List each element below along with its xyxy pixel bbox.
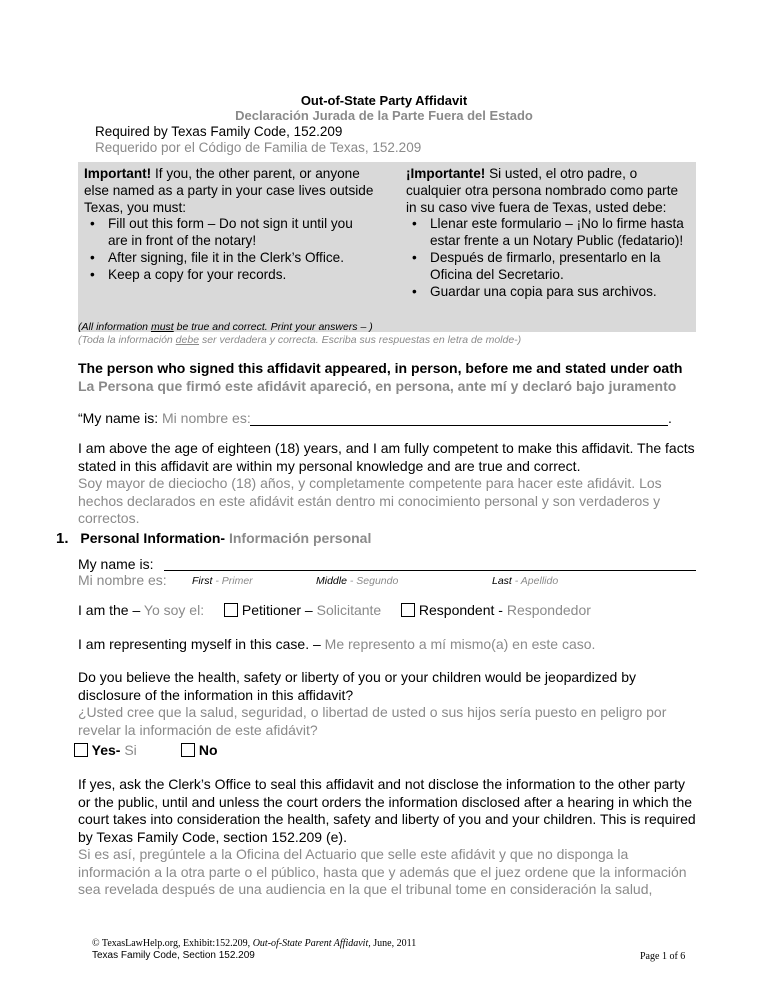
important-box-english: [78, 162, 380, 332]
important-intro: If you, the other parent, or anyone else named as a party in your case lives outside Texas, you must:: [84, 166, 374, 215]
full-name-label: My name is:: [78, 556, 154, 572]
role-label: [78, 602, 204, 618]
list-item: • Keep a copy for your records.: [108, 267, 376, 284]
seal-instructions-spanish: Si es así, pregúntele a la Oficina del Actuario que selle este afidávit y que no disponga la información a la otra parte o el público, hasta que y además que el juez ordene que la información sea revelada después de una audiencia en la que el tribunal tome en consideración la salud,: [78, 846, 687, 897]
respondent-label: Respondent -: [418, 602, 503, 618]
instructions-english: [78, 321, 373, 333]
petitioner-label: Petitioner –: [241, 602, 313, 618]
yes-label-spanish: Si: [120, 742, 137, 758]
respondent-option[interactable]: [401, 602, 591, 618]
page-number: Page 1 of 6: [640, 951, 686, 962]
full-name-field[interactable]: [164, 570, 696, 571]
instructions-text: (Toda la información: [78, 334, 176, 346]
list-item: • Después de firmarlo, presentarlo en la Oficina del Secretario.: [430, 250, 692, 284]
role-label-text-spanish: Yo soy el:: [140, 602, 205, 618]
caption-text-spanish: - Apellido: [511, 575, 559, 587]
footer-copyright: [92, 938, 416, 950]
name-line: [78, 410, 251, 426]
required-by-spanish: Requerido por el Código de Familia de Texas, 152.209: [95, 140, 422, 155]
instructions-emphasis: debe: [175, 334, 200, 346]
section-title-spanish: Información personal: [225, 530, 372, 546]
representing-statement: [78, 636, 595, 652]
seal-instructions: If yes, ask the Clerk’s Office to seal this affidavit and not disclose the information to the other party or the public, until and unless the court orders the information disclosed after a hearing in which the court takes into consideration the health, safety and liberty of you and your children. This is required by Texas Family Code, section 152.209 (e).: [78, 776, 696, 845]
caption-text-spanish: - Segundo: [346, 575, 399, 587]
caption-text: First: [192, 575, 213, 587]
caption-text-spanish: - Primer: [212, 575, 253, 587]
important-list-spanish: [406, 216, 692, 300]
petitioner-checkbox[interactable]: [224, 603, 238, 617]
first-name-caption: [192, 575, 253, 587]
no-label: No: [198, 742, 218, 758]
respondent-checkbox[interactable]: [401, 603, 415, 617]
list-item: • After signing, file it in the Clerk’s Office.: [108, 250, 376, 267]
respondent-label-spanish: Respondedor: [502, 602, 591, 618]
important-lead-spanish: ¡Importante!: [406, 166, 486, 181]
name-label-spanish: Mi nombre es:: [158, 410, 251, 426]
footer-date: June, 2011: [370, 938, 417, 949]
age-statement: I am above the age of eighteen (18) years, and I am fully competent to make this affidavit. The facts stated in this affidavit are within my personal knowledge and are true and correct.: [78, 440, 695, 474]
instructions-text: (All information: [78, 321, 151, 333]
jeopardy-question-spanish: ¿Usted cree que la salud, seguridad, o libertad de usted o sus hijos sería puesto en peligro por revelar la información de este afidávit?: [78, 704, 667, 738]
caption-text: Last: [492, 575, 512, 587]
age-statement-spanish: Soy mayor de dieciocho (18) años, y completamente competente para hacer este afidávit. Los hechos declarados en este afidávit están dentro mi conocimiento personal y son verdaderos y correctos.: [78, 475, 662, 526]
section-number: 1.: [56, 530, 69, 547]
caption-text: Middle: [316, 575, 347, 587]
important-list: [84, 216, 376, 283]
name-line-end: .: [668, 410, 672, 426]
form-title: Out-of-State Party Affidavit: [300, 93, 468, 108]
footer-form-name: Out-of-State Parent Affidavit,: [252, 938, 371, 949]
middle-name-caption: [316, 575, 398, 587]
name-field[interactable]: [250, 425, 668, 426]
section-heading: [56, 530, 371, 547]
list-item: • Llenar este formulario – ¡No lo firme hasta estar frente a un Notary Public (fedatario)!: [430, 216, 692, 250]
representing-text: I am representing myself in this case. –: [78, 636, 321, 652]
instructions-spanish: [78, 334, 521, 346]
oath-statement-spanish: La Persona que firmó este afidávit apareció, en persona, ante mí y declaró bajo juramento: [78, 378, 677, 394]
petitioner-label-spanish: Solicitante: [312, 602, 382, 618]
footer-code: Texas Family Code, Section 152.209: [92, 950, 255, 961]
instructions-text: ser verdadera y correcta. Escriba sus respuestas en letra de molde-): [199, 334, 522, 346]
important-intro-spanish: Si usted, el otro padre, o cualquier otra persona nombrado como parte in su caso vive fuera de Texas, usted debe:: [406, 166, 679, 215]
yes-checkbox[interactable]: [74, 743, 88, 757]
name-label: “My name is:: [78, 410, 159, 426]
form-title-spanish: Declaración Jurada de la Parte Fuera del Estado: [235, 108, 533, 123]
full-name-label-spanish: Mi nombre es:: [78, 572, 167, 588]
jeopardy-question: Do you believe the health, safety or liberty of you or your children would be jeopardized by disclosure of the information in this affidavit?: [78, 669, 636, 703]
representing-text-spanish: Me represento a mí mismo(a) en este caso.: [320, 636, 596, 652]
no-option[interactable]: [181, 742, 218, 758]
yes-label: Yes-: [91, 742, 121, 758]
list-item: • Guardar una copia para sus archivos.: [430, 284, 692, 301]
instructions-emphasis: must: [150, 321, 174, 333]
footer-text: © TexasLawHelp.org, Exhibit:152.209,: [92, 938, 253, 949]
list-item: • Fill out this form – Do not sign it until you are in front of the notary!: [108, 216, 376, 250]
required-by: Required by Texas Family Code, 152.209: [95, 124, 343, 139]
role-label-text: I am the –: [78, 602, 141, 618]
last-name-caption: [492, 575, 558, 587]
important-box-spanish: [380, 162, 696, 332]
oath-statement: The person who signed this affidavit appeared, in person, before me and stated under oath: [78, 360, 683, 376]
instructions-text: be true and correct. Print your answers – ): [173, 321, 373, 333]
important-lead: Important!: [84, 166, 152, 181]
no-checkbox[interactable]: [181, 743, 195, 757]
yes-option[interactable]: [74, 742, 137, 758]
section-title: Personal Information-: [80, 530, 226, 546]
petitioner-option[interactable]: [224, 602, 381, 618]
